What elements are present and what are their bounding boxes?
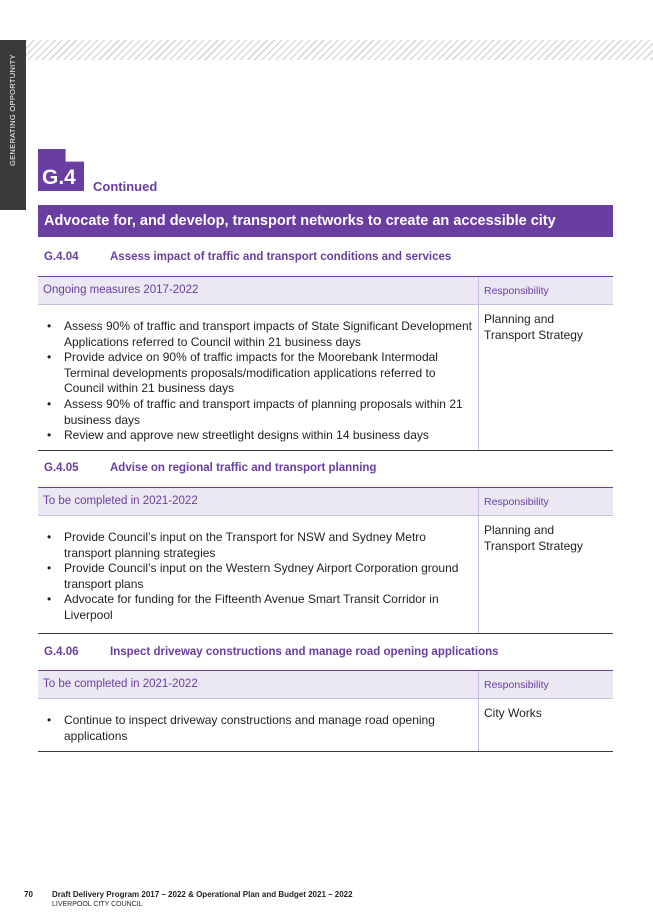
footer-title: Draft Delivery Program 2017 – 2022 & Operational Plan and Budget 2021 – 2022: [52, 890, 353, 899]
list-item: • Assess 90% of traffic and transport impacts of State Significant Development Applications referred to Council within 21 business days: [44, 319, 472, 350]
measures-table: [38, 487, 613, 634]
table-row: [38, 305, 613, 450]
responsibility-cell: Planning and Transport Strategy: [484, 523, 583, 553]
list-item: • Provide Council’s input on the Transport for NSW and Sydney Metro transport planning strategies: [44, 530, 472, 561]
page-number: 70: [24, 890, 33, 899]
table-header: [38, 671, 613, 699]
table-header-measures: Ongoing measures 2017-2022: [38, 277, 479, 304]
table-header-responsibility: Responsibility: [484, 679, 549, 691]
section-title: Inspect driveway constructions and manage road opening applications: [110, 646, 499, 658]
section-heading: [44, 462, 376, 474]
footer-organisation: LIVERPOOL CITY COUNCIL: [52, 901, 143, 908]
table-header: [38, 277, 613, 305]
table-header-measures: To be completed in 2021-2022: [38, 671, 479, 698]
section-code: G.4.05: [44, 462, 79, 474]
header-hatch-pattern: [26, 40, 653, 60]
table-row: [38, 516, 613, 633]
section-title: Advise on regional traffic and transport planning: [110, 462, 377, 474]
list-item: • Assess 90% of traffic and transport impacts of planning proposals within 21 business days: [44, 397, 472, 428]
table-header: [38, 488, 613, 516]
table-header-responsibility: Responsibility: [484, 496, 549, 508]
section-heading: [44, 251, 451, 263]
measures-list: [44, 530, 472, 624]
measures-table: [38, 670, 613, 752]
list-item: • Provide advice on 90% of traffic impacts for the Moorebank Intermodal Terminal developments proposals/modification applications referred to Council within 21 business days: [44, 350, 472, 397]
table-header-responsibility: Responsibility: [484, 285, 549, 297]
measures-list: [44, 319, 472, 444]
section-title: Assess impact of traffic and transport conditions and services: [110, 251, 452, 263]
responsibility-cell: Planning and Transport Strategy: [484, 312, 583, 342]
continued-label: Continued: [93, 179, 158, 194]
goal-banner: Advocate for, and develop, transport networks to create an accessible city: [38, 205, 613, 237]
table-row: [38, 699, 613, 751]
list-item: • Advocate for funding for the Fifteenth Avenue Smart Transit Corridor in Liverpool: [44, 592, 472, 623]
list-item: • Continue to inspect driveway constructions and manage road opening applications: [44, 713, 472, 744]
list-item: • Provide Council’s input on the Western Sydney Airport Corporation ground transport plans: [44, 561, 472, 592]
measures-list: [44, 713, 472, 744]
measures-cell: [38, 305, 479, 450]
responsibility-cell: City Works: [484, 706, 542, 720]
section-code: G.4.04: [44, 251, 79, 263]
measures-cell: [38, 699, 479, 751]
section-badge-label: G.4: [42, 166, 76, 189]
measures-table: [38, 276, 613, 451]
measures-cell: [38, 516, 479, 633]
table-header-measures: To be completed in 2021-2022: [38, 488, 479, 515]
section-code: G.4.06: [44, 646, 79, 658]
list-item: • Review and approve new streetlight designs within 14 business days: [44, 428, 472, 444]
section-heading: [44, 646, 499, 658]
side-tab-label: GENERATING OPPORTUNITY: [8, 54, 17, 166]
